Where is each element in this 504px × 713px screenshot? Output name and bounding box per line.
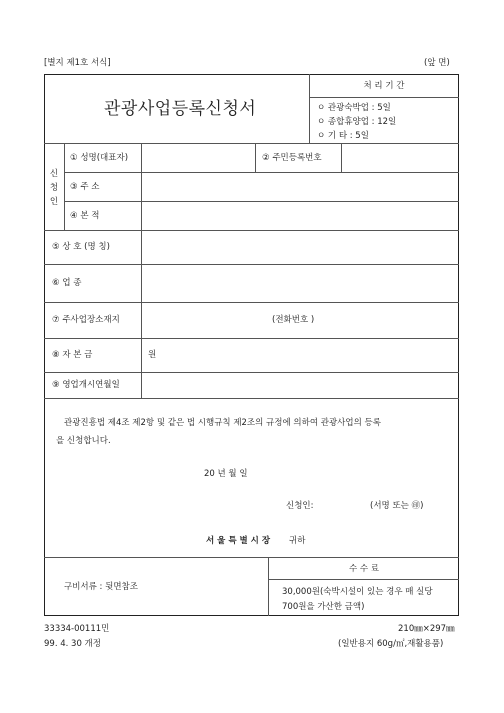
page-side: (앞 면) bbox=[424, 58, 450, 68]
fee-label: 수 수 료 bbox=[348, 564, 380, 574]
required-documents: 구비서류 : 뒷면참조 bbox=[64, 582, 138, 592]
revision-date: 99. 4. 30 개정 bbox=[44, 639, 101, 649]
rrn-label: ② 주민등록번호 bbox=[262, 153, 322, 163]
fee-detail: 700원을 가산한 금액) bbox=[282, 602, 365, 612]
paper-spec: (일반용지 60g/㎡,재활용품) bbox=[338, 639, 444, 649]
statement-line: 관광진흥법 제4조 제2항 및 같은 법 시행규칙 제2조의 규정에 의하여 관광사업의 등록 bbox=[64, 418, 381, 428]
fee-detail: 30,000원(숙박시설이 있는 경우 매 실당 bbox=[282, 587, 433, 597]
processing-item: ㅇ 관광숙박업 : 5일 bbox=[317, 103, 391, 113]
opening-date-label: ⑨ 영업개시연월일 bbox=[52, 380, 120, 390]
form-title: 관광사업등록신청서 bbox=[104, 99, 257, 119]
paper-size: 210㎜×297㎜ bbox=[398, 624, 455, 634]
address-label: ③ 주 소 bbox=[70, 182, 100, 192]
application-date: 20 년 월 일 bbox=[204, 469, 248, 479]
applicant-side-label: 인 bbox=[49, 197, 59, 207]
domicile-label: ④ 본 적 bbox=[70, 211, 100, 221]
statement-line: 을 신청합니다. bbox=[56, 436, 111, 446]
processing-item: ㅇ 기 타 : 5일 bbox=[317, 131, 369, 141]
applicant-side-label: 청 bbox=[49, 183, 59, 193]
honorific: 귀하 bbox=[289, 536, 306, 546]
name-label: ① 성명(대표자) bbox=[70, 153, 129, 163]
addressee: 서 울 특 별 시 장 bbox=[206, 536, 271, 546]
processing-period-label: 처 리 기 간 bbox=[363, 81, 405, 91]
capital-unit: 원 bbox=[148, 350, 157, 360]
capital-label: ⑧ 자 본 금 bbox=[52, 350, 93, 360]
phone-label: (전화번호 ) bbox=[272, 315, 315, 325]
applicant-side-label: 신 bbox=[49, 169, 59, 179]
signer-label: 신청인: bbox=[286, 501, 314, 511]
sign-note: (서명 또는 ㊞) bbox=[370, 501, 424, 511]
trade-name-label: ⑤ 상 호 (명 칭) bbox=[52, 242, 110, 252]
location-label: ⑦ 주사업장소재지 bbox=[52, 315, 120, 325]
processing-item: ㅇ 종합휴양업 : 12일 bbox=[317, 117, 397, 127]
form-number: [별지 제1호 서식] bbox=[44, 58, 111, 68]
form-code: 33334-00111민 bbox=[44, 624, 110, 634]
business-type-label: ⑥ 업 종 bbox=[52, 278, 82, 288]
